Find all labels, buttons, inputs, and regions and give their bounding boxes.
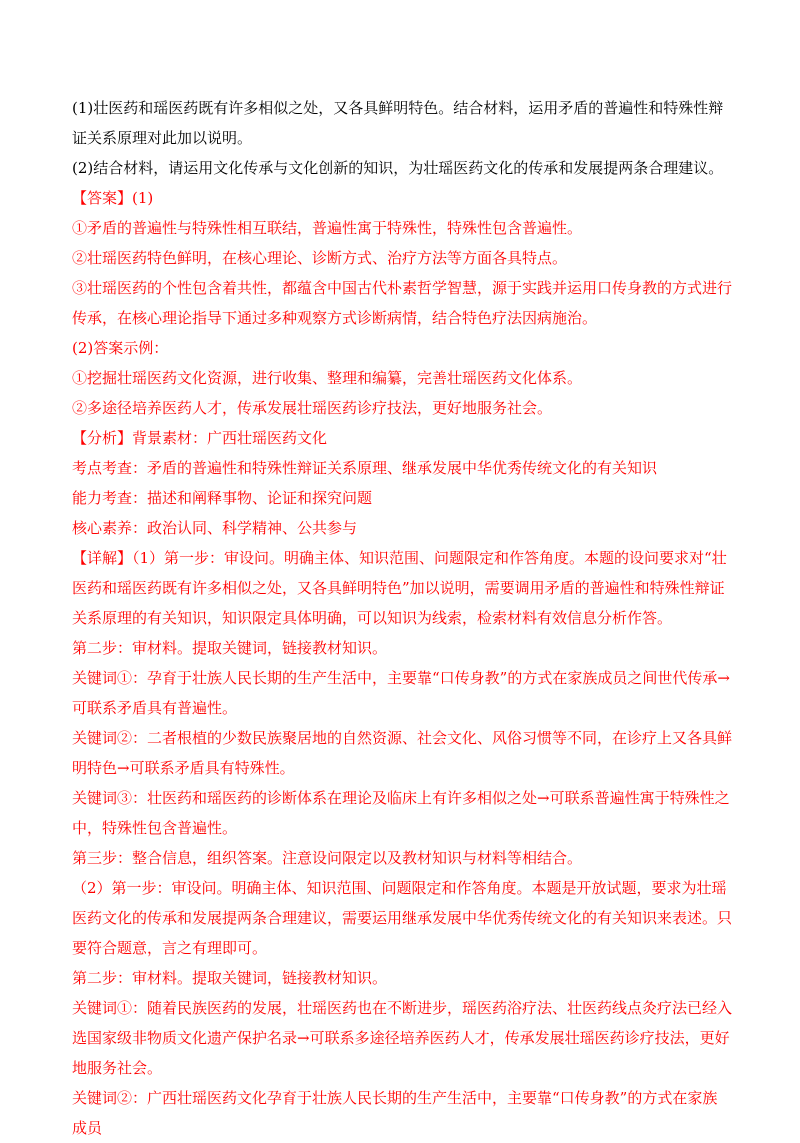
- answer-1-point-3: ③壮瑶医药的个性包含着共性，都蕴含中国古代朴素哲学智慧，源于实践并运用口传身教的方式进行传承，在核心理论指导下通过多种观察方式诊断病情，结合特色疗法因病施治。: [72, 279, 733, 327]
- detail-2-keyword-1: 关键词①：随着民族医药的发展，壮瑶医药也在不断进步，瑶医药浴疗法、壮医药线点灸疗法已经入选国家级非物质文化遗产保护名录→可联系多途径培养医药人才，传承发展壮瑶医药诊疗技法，更好地服务社会。: [72, 999, 733, 1077]
- analysis-literacy: 核心素养：政治认同、科学精神、公共参与: [72, 519, 358, 537]
- answer-heading: 【答案】(1): [72, 189, 154, 207]
- detail-keyword-3: 关键词③：壮医药和瑶医药的诊断体系在理论及临床上有许多相似之处→可联系普遍性寓于特殊性之中，特殊性包含普遍性。: [72, 789, 730, 837]
- detail-keyword-2: 关键词②：二者根植的少数民族聚居地的自然资源、社会文化、风俗习惯等不同，在诊疗上又各具鲜明特色→可联系矛盾具有特殊性。: [72, 729, 733, 777]
- detail-2-keyword-2: 关键词②：广西壮瑶医药文化孕育于壮族人民长期的生产生活中，主要靠“口传身教”的方式在家族成员: [72, 1089, 718, 1137]
- answer-1-point-2: ②壮瑶医药特色鲜明，在核心理论、诊断方式、治疗方法等方面各具特点。: [72, 249, 568, 267]
- answer-2-point-1: ①挖掘壮瑶医药文化资源，进行收集、整理和编纂，完善壮瑶医药文化体系。: [72, 369, 583, 387]
- detail-2-step-1: （2）第一步：审设问。明确主体、知识范围、问题限定和作答角度。本题是开放试题，要求为壮瑶医药文化的传承和发展提两条合理建议，需要运用继承发展中华优秀传统文化的有关知识来表述。只要符合题意，言之有理即可。: [72, 879, 733, 957]
- detail-step-2: 第二步：审材料。提取关键词，链接教材知识。: [72, 639, 388, 657]
- detail-keyword-1: 关键词①：孕育于壮族人民长期的生产生活中，主要靠“口传身教”的方式在家族成员之间世代传承→可联系矛盾具有普遍性。: [72, 669, 730, 717]
- analysis-ability: 能力考查：描述和阐释事物、论证和探究问题: [72, 489, 373, 507]
- detail-2-step-2: 第二步：审材料。提取关键词，链接教材知识。: [72, 969, 388, 987]
- document-page: [72, 93, 732, 1143]
- question-1: (1)壮医药和瑶医药既有许多相似之处，又各具鲜明特色。结合材料，运用矛盾的普遍性和特殊性辩证关系原理对此加以说明。: [72, 99, 724, 147]
- answer-2-heading: (2)答案示例：: [72, 339, 169, 357]
- answer-2-point-2: ②多途径培养医药人才，传承发展壮瑶医药诊疗技法，更好地服务社会。: [72, 399, 553, 417]
- detail-step-3: 第三步：整合信息，组织答案。注意设问限定以及教材知识与材料等相结合。: [72, 849, 583, 867]
- detail-step-1: 【详解】（1）第一步：审设问。明确主体、知识范围、问题限定和作答角度。本题的设问要求对“壮医药和瑶医药既有许多相似之处，又各具鲜明特色”加以说明，需要调用矛盾的普遍性和特殊性辩证关系原理的有关知识，知识限定具体明确，可以知识为线索，检索材料有效信息分析作答。: [72, 549, 727, 627]
- analysis-knowledge: 考点考查：矛盾的普遍性和特殊性辩证关系原理、继承发展中华优秀传统文化的有关知识: [72, 459, 658, 477]
- analysis-background: 【分析】背景素材：广西壮瑶医药文化: [72, 429, 328, 447]
- question-2: (2)结合材料，请运用文化传承与文化创新的知识，为壮瑶医药文化的传承和发展提两条合理建议。: [72, 159, 724, 177]
- answer-1-point-1: ①矛盾的普遍性与特殊性相互联结，普遍性寓于特殊性，特殊性包含普遍性。: [72, 219, 583, 237]
